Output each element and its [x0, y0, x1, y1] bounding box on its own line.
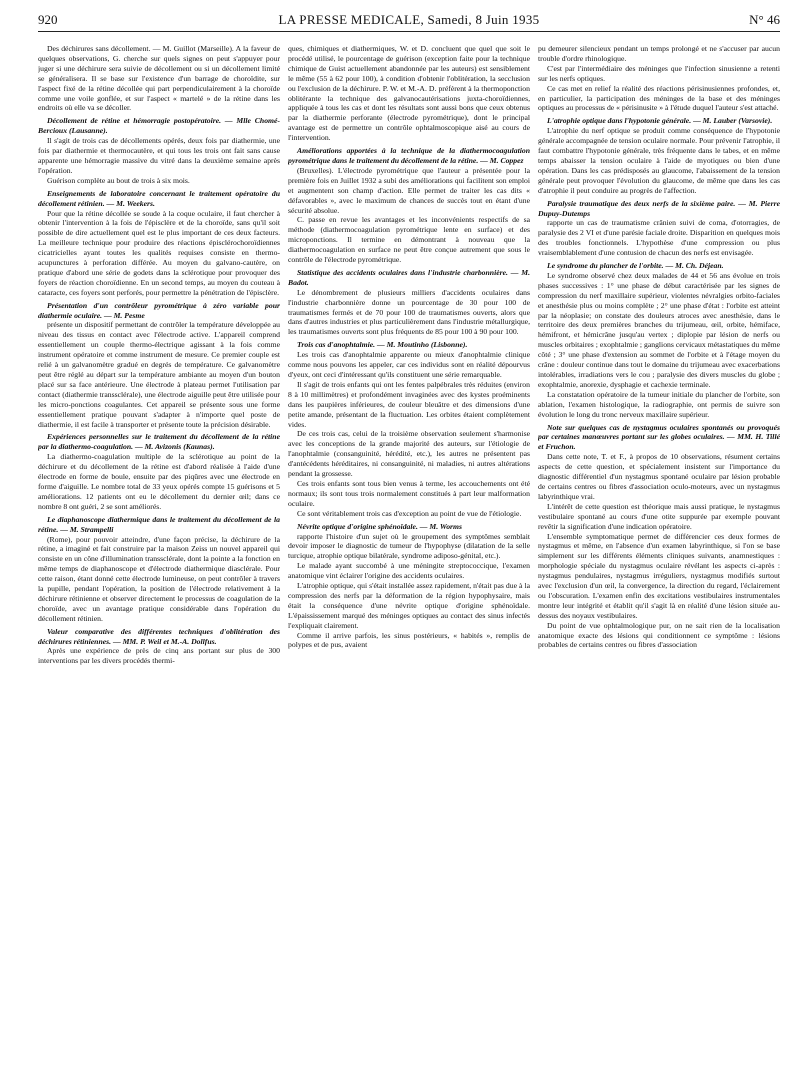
issue-number: N° 46: [749, 12, 780, 27]
section-heading: Paralysie traumatique des deux nerfs de la sixième paire. — M. Pierre Dupuy-Dutemps: [538, 198, 780, 218]
paragraph: L'atrophie du nerf optique se produit comme conséquence de l'hypotonie générale accompagnée de tension oculaire normale. Pour prévenir l'atrophie, il faut combattre l'hypotonie générale, très fréquente dans le tabes, et en même temps abaisser la tension oculaire à l'aide de myotiques ou bien d'une opération. Dans les cas prédisposés au glaucome, l'abaissement de la tension générale peut provoquer l'évolution du glaucome, de même que dans les cas d'atrophie il peut conduire au progrès de l'affection.: [538, 126, 780, 195]
paragraph: Après une expérience de près de cinq ans portant sur plus de 300 interventions par les divers procédés thermi-: [38, 646, 280, 666]
paragraph: La constatation opératoire de la tumeur initiale du plancher de l'orbite, son ablation, l'examen histologique, la radiographie, ont permis de suivre son évolution le long du tronc nerveux maxillaire supérieur.: [538, 389, 780, 419]
section-heading: Valeur comparative des différentes techniques d'oblitération des déchirures rétiniennes. — MM. P. Weil et M.-A. Dollfus.: [38, 626, 280, 646]
section-heading: L'atrophie optique dans l'hypotonie générale. — M. Lauber (Varsovie).: [547, 116, 773, 126]
paragraph: Comme il arrive parfois, les sinus postérieurs, « habités », remplis de polypes et de pus, avaient: [288, 630, 530, 650]
paragraph: ques, chimiques et diathermiques, W. et D. concluent que quel que soit le procédé utilisé, le pourcentage de guérison (exception faite pour la technique chimique de Guist actuellement abandonnée par les auteurs) est sensiblement le même (55 à 62 pour 100), à condition d'obtenir l'oblitération, la secclusion ou l'exclusion de la déchirure. P. W. et M.-A. D. préfèrent à la thermoponction oblitérante la technique des galvanocautérisations juxta-choroïdiennes, appliquée à tous les cas et dont les résultats sont aussi bons que ceux obtenus par la diathermie perforante (électrode pyrométrique), dont le principal avantage est de permettre un contrôle ophtalmoscopique aisé au cours de l'intervention.: [288, 44, 530, 143]
section-heading: Expériences personnelles sur le traitement du décollement de la rétine par la diathermo-coagulation. — M. Avizonis (Kaunas).: [38, 432, 280, 452]
paragraph: (Rome), pour pouvoir atteindre, d'une façon précise, la déchirure de la rétine, a imaginé et fait construire par la maison Zeiss un nouvel appareil qui consiste en un cône d'illumination transsclérale, dont la pointe a la fonction en même temps de diaphanoscope et d'électrode diathermique diasclérale. Pour cette raison, étant donné cette électrode lumineuse, on peut contrôler à travers la pupille, pendant l'opération, la position de l'électrode relativement à la déchirure rétinienne et observer directement le processus de coagulation de la choroïde, avec un avantage pratique considérable dans l'opération du décollement rétinien.: [38, 534, 280, 623]
paragraph: Du point de vue ophtalmologique pur, on ne sait rien de la localisation anatomique exacte des lésions qui conditionnent ce symptôme : lésions probables de certains centres ou fibres d'association: [538, 620, 780, 650]
section-heading: Améliorations apportées à la technique de la diathermocoagulation pyrométrique dans le traitement du décollement de la rétine. — M. Coppez: [288, 146, 530, 165]
paragraph: Le malade ayant succombé à une méningite streptococcique, l'examen anatomique vint éclairer l'origine des accidents oculaires.: [288, 561, 530, 581]
paragraph: C'est par l'intermédiaire des méninges que l'infection sinusienne a retenti sur les nerfs optiques.: [538, 63, 780, 83]
paragraph: Le syndrome observé chez deux malades de 44 et 56 ans évolue en trois phases successives : 1° une phase de début caractérisée par les signes de compression du nerf maxillaire supérieur, violentes névralgies orbito-faciales et anesthésie plus ou moins complète ; 2° une phase d'état : l'orbite est atteint par la néoplasie; on constate des douleurs atroces avec anesthésie, dans le territoire des deux premières branches du trijumeau, œil, orbite, hémiface, hémifront, et hémicrâne jusqu'au vertex ; diplopie par lésion de nerfs ou muscles orbitaires ; exophtalmie ; ganglions cervicaux métastatiques du même côté ; 3° une phase d'extension au sommet de l'orbite et à l'étage moyen du crâne : douleur continue dans tout le domaine du trijumeau avec exacerbations intolérables, irradiations vers le cou ; paralysie des divers muscles du globe ; exophtalmie, anorexie, dysphagie et cachexie terminale.: [538, 270, 780, 389]
section-heading: Le syndrome du plancher de l'orbite. — M. Ch. Déjean.: [547, 261, 724, 271]
paragraph: (Bruxelles). L'électrode pyrométrique que l'auteur a présentée pour la première fois en Juillet 1932 a subi des améliorations qui facilitent son emploi et augmentent son champ d'action. Elle permet de traiter les cas dits « défavorables », avec le maximum de chances de succès tout en étant d'une sécurité absolue.: [288, 165, 530, 215]
section-heading: Trois cas d'anophtalmie. — M. Moutinho (Lisbonne).: [297, 340, 468, 350]
paragraph: L'ensemble symptomatique permet de différencier ces deux formes de nystagmus et même, en l'absence d'un examen labyrinthique, si l'on se base simplement sur les différents éléments cliniques suivants, anamnestiques : morphologie spéciale du nystagmus oculaire révélant les aspects ci-après : nystagmus pendulaires, nystagmus irréguliers, nystagmus modifiés surtout avec l'exclusion d'un œil, la convergence, la direction du regard, l'éclairement ou l'obscuration. L'examen enfin des excitations vestibulaires instrumentales montre leur intégrité et établit qu'il s'agit là en réalité d'une lésion située au-dessus des noyaux vestibulaires.: [538, 531, 780, 620]
paragraph: Il s'agit de trois cas de décollements opérés, deux fois par diathermie, une fois par diathermie et thermocautère, et qui tous les trois ont fait sans cause apparente une hémorragie massive du vitré dans la deuxième semaine après l'opération.: [38, 136, 280, 175]
column-2: [288, 44, 530, 1074]
column-3: [538, 44, 780, 1074]
paragraph: Ces trois enfants sont tous bien venus à terme, les accouchements ont été normaux; ils sont tous trois normalement constitués à part leur malformation oculaire.: [288, 478, 530, 508]
paragraph: Pour que la rétine décollée se soude à la coque oculaire, il faut chercher à obtenir l'intervention à la fois de l'épisclère et de la choroïde, sans qu'il soit possible de dire actuellement quel est le plus important de ces deux facteurs. La meilleure technique pour produire des réactions épisclérochoroïdiennes cicatricielles ayant toutes les qualités requises consiste en thermo-acupunctures à perforation différée. Au moyen du galvano-cautère, on pratique d'abord une série de godets dans la sclérotique pour provoquer des foyers de réaction choroïdienne. En un second temps, au moyen du couteau à cataracte, ces foyers sont perforés, pour permettre la pénétration de l'épisclère.: [38, 208, 280, 297]
paragraph: pu demeurer silencieux pendant un temps prolongé et ne s'accuser par aucun trouble d'ordre rhinologique.: [538, 44, 780, 63]
section-heading: Névrite optique d'origine sphénoïdale. — M. Worms: [297, 521, 463, 531]
section-heading: Décollement de rétine et hémorragie postopératoire. — Mlle Chomé-Bercioux (Lausanne).: [38, 116, 280, 136]
paragraph: La diathermo-coagulation multiple de la sclérotique au point de la déchirure et du décollement de la rétine est d'abord réalisée à l'aide d'une électrode en forme de boule, ensuite par des piqûres avec une électrode en forme d'aiguille. Le nombre total de 33 yeux opérés compte 15 guérisons et 5 améliorations. 12 patients ont eu le décollement du dernier œil; dans ce nombre 8 ont guéri, 2 se sont améliorés.: [38, 452, 280, 511]
paragraph: Il s'agit de trois enfants qui ont les fentes palpébrales très réduites (environ 8 à 10 millimètres) et profondément invaginées avec des kystes proéminents dans les paupières inférieures, de couleur bleuâtre et des dimensions d'une petite amande, présentant de la fluctuation. Les orbites étaient complètement vides.: [288, 379, 530, 429]
section-heading: Enseignements de laboratoire concernant le traitement opératoire du décollement rétinien. — M. Weekers.: [38, 188, 280, 208]
paragraph: C. passe en revue les avantages et les inconvénients respectifs de sa méthode (diathermocoagulation pyrométrique lente en surface) et des microponctions. Il termine en démontrant à nouveau que la diathermocoagulation en surface ne peut être conçue autrement que sous le contrôle de l'électrode pyrométrique.: [288, 215, 530, 265]
paragraph: Guérison complète au bout de trois à six mois.: [47, 175, 190, 185]
paragraph: Les trois cas d'anophtalmie apparente ou mieux d'anophtalmie clinique comme nous pouvons les appeler, car ces individus sont en réalité dépourvus d'yeux, ont ceci d'intéressant qu'ils constituent une série remarquable.: [288, 350, 530, 379]
journal-title: LA PRESSE MEDICALE, Samedi, 8 Juin 1935: [278, 12, 540, 27]
section-heading: Note sur quelques cas de nystagmus oculaires spontanés ou provoqués par certaines manœuvres portant sur les globes oculaires. — MM. H. Tillé et Fruchon.: [538, 422, 780, 452]
section-heading: Le diaphanoscope diathermique dans le traitement du décollement de la rétine. — M. Strampelli: [38, 514, 280, 534]
paragraph: présente un dispositif permettant de contrôler la température développée au niveau des tissus en contact avec l'électrode active. L'appareil comprend essentiellement un couple thermo-électrique agissant à la fois comme instrument opératoire et comme instrument de mesure. Ce premier couple est relié à un galvanomètre gradué en degrés de température. Ce galvanomètre peut être réglé au départ sur la température ambiante au moyen d'un bouton placé sur sa face antérieure. Une électrode à plateau permet l'utilisation par contact (diathermie transsclérale), une électrode aiguille peut être utilisée pour les micro-ponctions coagulantes. Cet appareil se présente sous une forme essentiellement pratique pouvant s'adapter à n'importe quel poste de diathermie, il est facile à transporter et présente toute la précision désirable.: [38, 320, 280, 429]
column-1: [38, 44, 280, 1074]
paragraph: Dans cette note, T. et F., à propos de 10 observations, résument certains aspects de cette question, et spécialement insistent sur l'importance du diagnostic différentiel d'un nystagmus spontané oculaire par lésion probable de certains centres ou fibres d'association oculo-moteurs, avec un nystagmus labyrinthique vrai.: [538, 452, 780, 501]
paragraph: rapporte un cas de traumatisme crânien suivi de coma, d'otorragies, de paralysie des 2 VI et d'une parésie faciale droite. Disparition en quelques mois des troubles fonctionnels. L'hypothèse d'une compression ou plus vraisemblablement d'une contusion de chacun des nerfs est envisagée.: [538, 218, 780, 258]
paragraph: Des déchirures sans décollement. — M. Guillot (Marseille). A la faveur de quelques observations, G. cherche sur quels signes on peut s'appuyer pour juger si une déchirure sera suivie de décollement ou si un décollement limité se généralisera. Il se base sur l'existence d'un barrage de choroïdite, sur l'aspect fixé de la rétine décollée qui part perpendiculairement à la choroïde comme une voile gonflée, et sur l'aspect « martelé » de la rétine dans les endroits où elle va se décoller.: [38, 44, 280, 113]
section-heading: Statistique des accidents oculaires dans l'industrie charbonnière. — M. Badot.: [288, 267, 530, 287]
paragraph: L'atrophie optique, qui s'était installée assez rapidement, n'était pas due à la compression des nerfs par la déformation de la région hypophysaire, mais était la conséquence d'une névrite optique d'origine sphénoïdale. L'épaississement marqué des méninges optiques au contact des sinus infectés l'expliquait clairement.: [288, 581, 530, 630]
paragraph: rapporte l'histoire d'un sujet où le groupement des symptômes semblait devoir imposer le diagnostic de tumeur de l'hypophyse (dilatation de la selle turcique, atrophie optique bilatérale, syndrome adiposo-génital, etc.).: [288, 531, 530, 561]
paragraph: De ces trois cas, celui de la troisième observation seulement s'harmonise avec les conceptions de la grande majorité des auteurs, sur l'étiologie de l'anophtalmie (consanguinité, hérédité, etc.), les autres ne présentent pas d'antécédents héréditaires, ni consanguinité, ni maladies, ni autres altérations pendant la grossesse.: [288, 429, 530, 479]
article-columns: [38, 44, 780, 1074]
paragraph: Ce cas met en relief la réalité des réactions périsinusiennes profondes, et, en particulier, la participation des méninges de la base et des méninges optiques au processus de « périsinusite » à l'étude duquel l'auteur s'est attaché.: [538, 83, 780, 113]
page-number: 920: [38, 12, 58, 27]
page-header: [38, 9, 780, 32]
paragraph: L'intérêt de cette question est théorique mais aussi pratique, le nystagmus vestibulaire spontané au cours d'une otite suppurée par exemple pouvant revêtir la signification d'une indication opératoire.: [538, 501, 780, 531]
paragraph: Ce sont véritablement trois cas d'exception au point de vue de l'étiologie.: [297, 508, 522, 518]
paragraph: Le dénombrement de plusieurs milliers d'accidents oculaires dans l'industrie charbonnière donne un pourcentage de 30 pour 100 de traumatismes fermés et de 70 pour 100 de traumatismes ouverts, alors que dans d'autres industries et plus particulièrement dans l'industrie métallurgique, les traumatismes ouverts sont plus fréquents de 85 pour 100 à 90 pour 100.: [288, 287, 530, 337]
section-heading: Présentation d'un contrôleur pyrométrique à zéro variable pour diathermie oculaire. — M. Pesme: [38, 300, 280, 320]
